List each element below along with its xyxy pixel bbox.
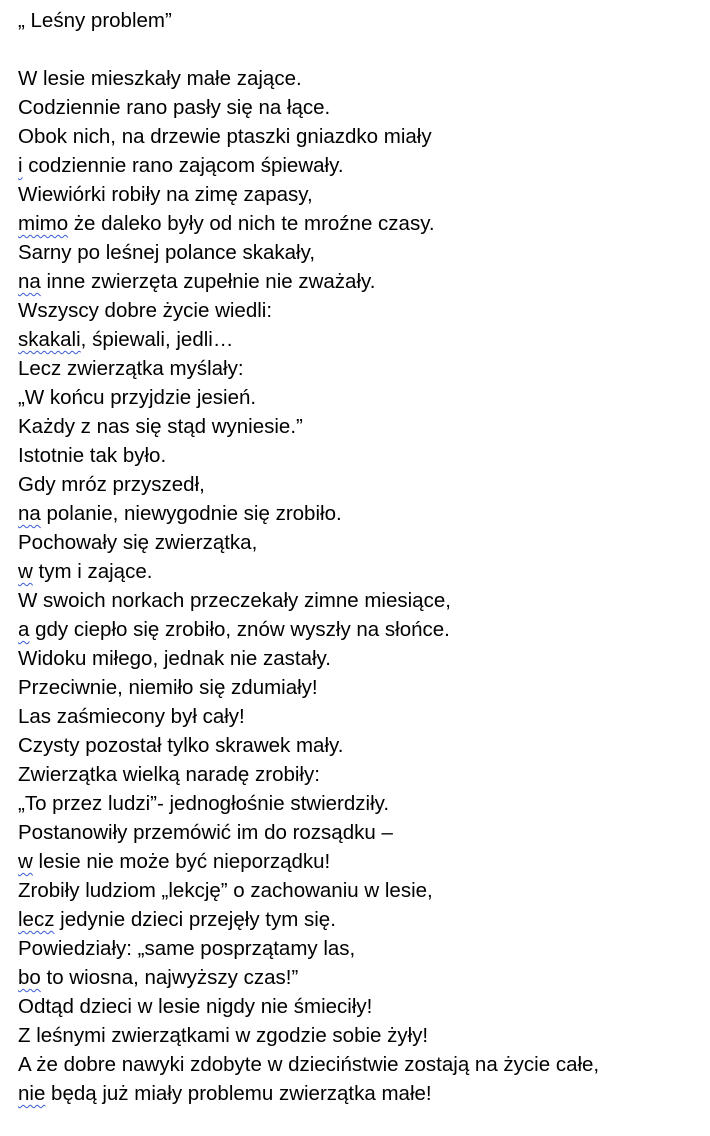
poem-line — [18, 644, 708, 673]
poem-line — [18, 963, 708, 992]
poem-line — [18, 528, 708, 557]
spellcheck-flagged-word: skakali — [18, 328, 81, 351]
poem-line-text: lesie nie może być nieporządku! — [32, 850, 331, 873]
poem-line-text: Obok nich, na drzewie ptaszki gniazdko miały — [18, 125, 432, 148]
poem-line-text: A że dobre nawyki zdobyte w dzieciństwie zostają na życie całe, — [18, 1053, 600, 1076]
spellcheck-flagged-word: mimo — [18, 212, 69, 235]
poem-line — [18, 760, 708, 789]
poem-line-text: Widoku miłego, jednak nie zastały. — [18, 647, 331, 670]
poem-line-text: Postanowiły przemówić im do rozsądku – — [18, 821, 393, 844]
poem-line — [18, 615, 708, 644]
poem-line — [18, 267, 708, 296]
poem-line-text: Zwierzątka wielką naradę zrobiły: — [18, 763, 320, 786]
document-page — [18, 6, 708, 1108]
poem-line-text: Czysty pozostał tylko skrawek mały. — [18, 734, 344, 757]
poem-line — [18, 238, 708, 267]
poem-line — [18, 789, 708, 818]
poem-line — [18, 905, 708, 934]
spellcheck-flagged-word: bo — [18, 966, 41, 989]
poem-line — [18, 586, 708, 615]
poem-line-text: Każdy z nas się stąd wyniesie.” — [18, 415, 303, 438]
poem-line — [18, 934, 708, 963]
poem-line — [18, 731, 708, 760]
poem-line — [18, 209, 708, 238]
poem-line-text: Codziennie rano pasły się na łące. — [18, 96, 331, 119]
poem-line-text: polanie, niewygodnie się zrobiło. — [40, 502, 342, 525]
poem-line-text: tym i zające. — [32, 560, 153, 583]
poem-title: „ Leśny problem” — [18, 9, 172, 32]
poem-line-text: Powiedziały: „same posprzątamy las, — [18, 937, 356, 960]
spellcheck-flagged-word: a — [18, 618, 30, 641]
spellcheck-flagged-word: w — [18, 560, 33, 583]
poem-line — [18, 702, 708, 731]
poem-line — [18, 296, 708, 325]
poem-line — [18, 64, 708, 93]
poem-line — [18, 470, 708, 499]
poem-line — [18, 441, 708, 470]
poem-line-text: Wszyscy dobre życie wiedli: — [18, 299, 273, 322]
poem-line-text: Pochowały się zwierzątka, — [18, 531, 258, 554]
poem-line-text: Istotnie tak było. — [18, 444, 167, 467]
poem-line — [18, 847, 708, 876]
poem-line-text: Lecz zwierzątka myślały: — [18, 357, 244, 380]
poem-line — [18, 180, 708, 209]
poem-line-text: że daleko były od nich te mroźne czasy. — [68, 212, 435, 235]
poem-line-text: to wiosna, najwyższy czas!” — [40, 966, 299, 989]
poem-line-text: Zrobiły ludziom „lekcję” o zachowaniu w lesie, — [18, 879, 433, 902]
poem-line — [18, 557, 708, 586]
poem-line — [18, 992, 708, 1021]
poem-line-text: „To przez ludzi”- jednogłośnie stwierdziły. — [18, 792, 390, 815]
poem-line — [18, 1050, 708, 1079]
poem-line — [18, 412, 708, 441]
poem-line — [18, 1021, 708, 1050]
poem-line-text: , śpiewali, jedli… — [80, 328, 234, 351]
poem-line — [18, 93, 708, 122]
poem-line-text: W lesie mieszkały małe zające. — [18, 67, 302, 90]
poem-line-text: inne zwierzęta zupełnie nie zważały. — [40, 270, 376, 293]
spellcheck-flagged-word: i — [18, 154, 23, 177]
poem-line-text: Przeciwnie, niemiło się zdumiały! — [18, 676, 318, 699]
poem-line-text: codziennie rano zającom śpiewały. — [22, 154, 344, 177]
poem-line — [18, 818, 708, 847]
poem-line — [18, 151, 708, 180]
poem-line-text: Z leśnymi zwierzątkami w zgodzie sobie żyły! — [18, 1024, 429, 1047]
poem-line — [18, 1079, 708, 1108]
spellcheck-flagged-word: nie — [18, 1082, 46, 1105]
spellcheck-flagged-word: na — [18, 270, 41, 293]
poem-line — [18, 122, 708, 151]
spellcheck-flagged-word: na — [18, 502, 41, 525]
poem-line — [18, 499, 708, 528]
poem-line-text: jedynie dzieci przejęły tym się. — [54, 908, 336, 931]
poem-line-text: „W końcu przyjdzie jesień. — [18, 386, 257, 409]
poem-line-text: Wiewiórki robiły na zimę zapasy, — [18, 183, 313, 206]
poem-line — [18, 383, 708, 412]
poem-line-text: gdy ciepło się zrobiło, znów wyszły na słońce. — [29, 618, 450, 641]
poem-line-text: Gdy mróz przyszedł, — [18, 473, 205, 496]
poem-line-text: Odtąd dzieci w lesie nigdy nie śmieciły! — [18, 995, 373, 1018]
poem-line-text: będą już miały problemu zwierzątka małe! — [45, 1082, 432, 1105]
spellcheck-flagged-word: lecz — [18, 908, 55, 931]
poem-body — [18, 64, 708, 1108]
poem-line-text: Las zaśmiecony był cały! — [18, 705, 245, 728]
blank-line — [18, 35, 708, 64]
poem-line — [18, 325, 708, 354]
poem-line-text: Sarny po leśnej polance skakały, — [18, 241, 316, 264]
poem-line-text: W swoich norkach przeczekały zimne miesiące, — [18, 589, 451, 612]
poem-line — [18, 673, 708, 702]
poem-line — [18, 354, 708, 383]
poem-line — [18, 876, 708, 905]
spellcheck-flagged-word: w — [18, 850, 33, 873]
